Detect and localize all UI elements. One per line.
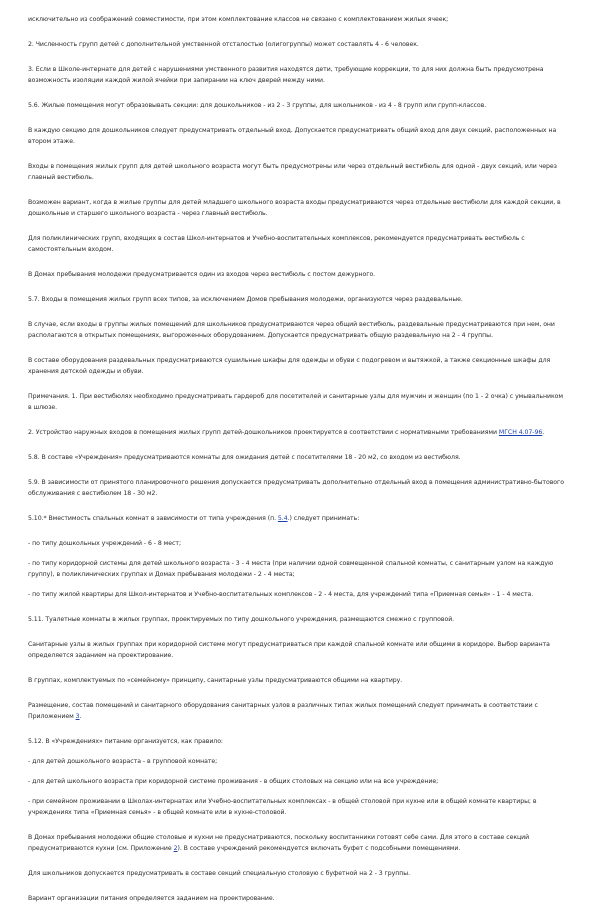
paragraph-text: Входы в помещения жилых групп для детей школьного возраста могут быть предусмотрены или через отдельный вестибюль для одной - двух секций, или через главный вестибюль.: [28, 163, 557, 181]
paragraph-text: 2. Численность групп детей с дополнительной умственной отсталостью (олигогруппы) может составлять 4 - 6 человек.: [28, 41, 419, 48]
paragraph-text: .: [542, 429, 545, 436]
paragraph-text: В Домах пребывания молодежи предусматривается один из входов через вестибюль с постом дежурного.: [28, 271, 376, 278]
paragraph-text: Возможен вариант, когда в жилые группы для детей младшего школьного возраста входы предусматриваются через отдельные вестибюли для каждой секции, в дошкольные и старшего школьного возраста - через главный вестибюль.: [28, 199, 561, 217]
paragraph: [28, 893, 568, 904]
paragraph-text: 5.8. В составе «Учреждения» предусматриваются комнаты для ожидания детей с посетителями 18 - 20 м2, со входом из вестибюля.: [28, 454, 461, 461]
paragraph: [28, 391, 568, 413]
paragraph-text: 5.12. В «Учреждениях» питание организуется, как правило:: [28, 738, 223, 745]
paragraph-text: Для школьников допускается предусматривать в составе секций специальную столовую с буфетной на 2 - 3 группы.: [28, 870, 410, 877]
reference-link[interactable]: 5.4: [277, 515, 288, 522]
paragraph: [28, 675, 568, 686]
paragraph-text: 5.10.* Вместимость спальных комнат в зависимости от типа учреждения (п.: [28, 515, 278, 522]
paragraph: [28, 125, 568, 147]
paragraph: [28, 832, 568, 854]
paragraph-text: - по типу жилой квартиры для Школ-интернатов и Учебно-воспитательных комплексов - 2 - 4 места, для учреждений типа «Приемная семья» - 1 - 4 места.: [28, 591, 534, 598]
paragraph-text: Вариант организации питания определяется заданием на проектирование.: [28, 895, 275, 902]
paragraph: [28, 796, 568, 818]
document-page: [28, 14, 568, 918]
paragraph: [28, 294, 568, 305]
paragraph: [28, 700, 568, 722]
paragraph: [28, 639, 568, 661]
paragraph: [28, 776, 568, 787]
paragraph: [28, 477, 568, 499]
paragraph-text: .: [79, 713, 82, 720]
paragraph-text: Примечания. 1. При вестибюлях необходимо предусматривать гардероб для посетителей и санитарные узлы для мужчин и женщин (по 1 - 2 очка) с умывальником в шлюзе.: [28, 393, 563, 411]
paragraph-text: - для детей дошкольного возраста - в групповой комнате;: [28, 758, 218, 765]
paragraph-text: В группах, комплектуемых по «семейному» принципу, санитарные узлы предусматриваются общими на квартиру.: [28, 677, 403, 684]
paragraph: [28, 427, 568, 438]
paragraph-text: - по типу дошкольных учреждений - 6 - 8 мест;: [28, 540, 181, 547]
paragraph: [28, 64, 568, 86]
paragraph: [28, 614, 568, 625]
paragraph: [28, 269, 568, 280]
paragraph-text: - по типу коридорной системы для детей школьного возраста - 3 - 4 места (при наличии одной совмещенной спальной комнаты, с санитарным узлом на каждую группу), в поликлинических группах и Домах пребывания молодежи - 2 - 4 места;: [28, 560, 554, 578]
paragraph-text: 2. Устройство наружных входов в помещения жилых групп детей-дошкольников проектируется в соответствии с нормативными требованиями: [28, 429, 499, 436]
paragraph: [28, 39, 568, 50]
paragraph-text: Размещение, состав помещений и санитарного оборудования санитарных узлов в различных типах жилых помещений следует принимать в соответствии с Приложением: [28, 702, 538, 720]
paragraph: [28, 868, 568, 879]
paragraph: [28, 736, 568, 747]
paragraph: [28, 319, 568, 341]
paragraph-text: 5.7. Входы в помещения жилых групп всех типов, за исключением Домов пребывания молодежи, организуются через раздевальные.: [28, 296, 463, 303]
paragraph: [28, 197, 568, 219]
paragraph-text: Санитарные узлы в жилых группах при коридорной системе могут предусматриваться при каждой спальной комнате или общими в коридоре. Выбор варианта определяется заданием на проектирование.: [28, 641, 550, 659]
paragraph: [28, 355, 568, 377]
paragraph: [28, 513, 568, 524]
reference-link[interactable]: 3: [75, 713, 80, 720]
paragraph-text: исключительно из соображений совместимости, при этом комплектование классов не связано с комплектованием жилых ячеек;: [28, 16, 449, 23]
paragraph-text: 3. Если в Школе-интернате для детей с нарушениями умственного развития находятся дети, требующие коррекции, то для них должна быть предусмотрена возможность изоляции каждой жилой ячейки при запирании на ключ дверей между ними.: [28, 66, 544, 84]
paragraph-text: 5.11. Туалетные комнаты в жилых группах, проектируемых по типу дошкольного учреждения, размещаются смежно с групповой.: [28, 616, 455, 623]
paragraph: [28, 14, 568, 25]
paragraph-text: ). В составе учреждений рекомендуется включать буфет с подсобными помещениями.: [177, 845, 461, 852]
paragraph-text: Для поликлинических групп, входящих в состав Школ-интернатов и Учебно-воспитательных комплексов, рекомендуется предусматривать вестибюль с самостоятельным входом.: [28, 235, 525, 253]
paragraph-text: - при семейном проживании в Школах-интернатах или Учебно-воспитательных комплексах - в общей столовой при кухне или в общей комнате квартиры; в учреждениях типа «Приемная семья» - в общей комнате или в кухне-столовой.: [28, 798, 537, 816]
paragraph-text: В Домах пребывания молодежи общие столовые и кухни не предусматриваются, поскольку воспитанники готовят себе сами. Для этого в составе секций предусматриваются кухни (см. Приложение: [28, 834, 530, 852]
paragraph-text: .) следует принимать:: [287, 515, 360, 522]
paragraph-text: 5.6. Жилые помещения могут образовывать секции: для дошкольников - из 2 - 3 группы, для школьников - из 4 - 8 групп или групп-классов.: [28, 102, 487, 109]
paragraph: [28, 589, 568, 600]
paragraph-text: В каждую секцию для дошкольников следует предусматривать отдельный вход. Допускается предусматривать общий вход для двух секций, расположенных на втором этаже.: [28, 127, 557, 145]
paragraph: [28, 558, 568, 580]
paragraph: [28, 161, 568, 183]
paragraph-text: - для детей школьного возраста при коридорной системе проживания - в общих столовых на секцию или на все учреждение;: [28, 778, 439, 785]
reference-link[interactable]: 2: [173, 845, 178, 852]
paragraph: [28, 100, 568, 111]
paragraph: [28, 452, 568, 463]
paragraph: [28, 233, 568, 255]
paragraph: [28, 756, 568, 767]
reference-link[interactable]: МГСН 4.07-96: [498, 429, 543, 436]
paragraph: [28, 538, 568, 549]
paragraph-text: В составе оборудования раздевальных предусматриваются сушильные шкафы для одежды и обуви с подогревом и вытяжкой, а также секционные шкафы для хранения детской одежды и обуви.: [28, 357, 551, 375]
paragraph-text: 5.9. В зависимости от принятого планировочного решения допускается предусматривать дополнительно отдельный вход в помещения административно-бытового обслуживания с вестибюлем 18 - 30 м2.: [28, 479, 564, 497]
paragraph-text: В случае, если входы в группы жилых помещений для школьников предусматриваются через общий вестибюль, раздевальные предусматриваются при нем, они располагаются в открытых помещениях, выгороженных оборудованием. Допускается предусматривать общую раздевальную на 2 - 4 группы.: [28, 321, 555, 339]
